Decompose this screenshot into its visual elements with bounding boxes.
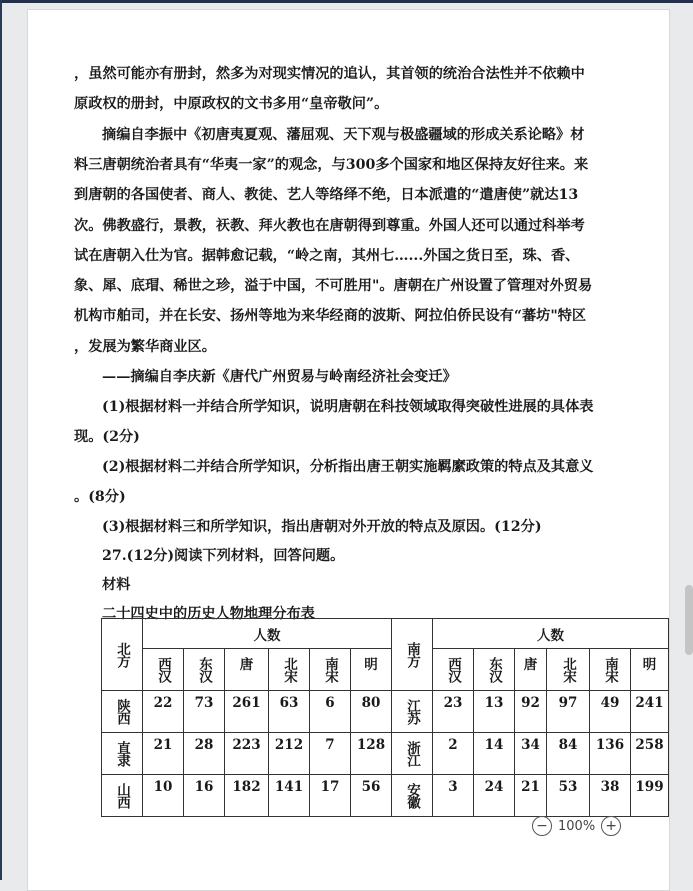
- value-cell: 182: [225, 775, 269, 817]
- question-2: (2)根据材料二并结合所学知识，分析指出唐王朝实施羁縻政策的特点及其意义: [102, 459, 594, 475]
- distribution-table: [101, 618, 669, 817]
- question-27: 27.(12分)阅读下列材料，回答问题。: [102, 548, 345, 564]
- south-header-cell: 南方: [392, 619, 433, 691]
- left-edge: [0, 0, 2, 880]
- question-1: (1)根据材料一并结合所学知识，说明唐朝在科技领域取得突破性进展的具体表: [102, 399, 594, 415]
- value-cell: 49: [590, 691, 631, 733]
- value-cell: 84: [547, 733, 590, 775]
- value-cell: 63: [269, 691, 310, 733]
- period-header: 北宋: [547, 649, 590, 691]
- value-cell: 241: [631, 691, 669, 733]
- value-cell: 212: [269, 733, 310, 775]
- text-line: 到唐朝的各国使者、商人、教徒、艺人等络绎不绝，日本派遣的“遣唐使”就达13: [74, 187, 579, 203]
- text-line: 试在唐朝入仕为官。据韩愈记载，“岭之南，其州七…...外国之货日至，珠、香、: [74, 248, 580, 264]
- value-cell: 128: [351, 733, 392, 775]
- value-cell: 141: [269, 775, 310, 817]
- value-cell: 17: [310, 775, 351, 817]
- period-header: 明: [351, 649, 392, 691]
- question-3: (3)根据材料三和所学知识，指出唐朝对外开放的特点及原因。(12分): [102, 519, 542, 535]
- region-cell: 江苏: [392, 691, 433, 733]
- value-cell: 14: [474, 733, 515, 775]
- period-header: 唐: [515, 649, 547, 691]
- scrollbar-thumb[interactable]: [685, 585, 693, 655]
- zoom-in-button[interactable]: [601, 816, 621, 836]
- value-cell: 7: [310, 733, 351, 775]
- value-cell: 34: [515, 733, 547, 775]
- value-cell: 22: [143, 691, 184, 733]
- zoom-level: 100%: [558, 818, 596, 834]
- question-1-points: 现。(2分): [74, 429, 140, 445]
- period-header: 南宋: [590, 649, 631, 691]
- value-cell: 6: [310, 691, 351, 733]
- zoom-out-button[interactable]: [532, 816, 552, 836]
- period-header: 北宋: [269, 649, 310, 691]
- text-line: 料三唐朝统治者具有“华夷一家”的观念，与300多个国家和地区保持友好往来。来: [74, 157, 589, 173]
- value-cell: 2: [433, 733, 474, 775]
- table-row: [102, 691, 669, 733]
- value-cell: 97: [547, 691, 590, 733]
- value-cell: 28: [184, 733, 225, 775]
- value-cell: 23: [433, 691, 474, 733]
- period-header: 东汉: [474, 649, 515, 691]
- value-cell: 38: [590, 775, 631, 817]
- value-cell: 73: [184, 691, 225, 733]
- text-line: 次。佛教盛行，景教，祆教、拜火教也在唐朝得到尊重。外国人还可以通过科举考: [74, 218, 585, 234]
- value-cell: 92: [515, 691, 547, 733]
- period-header: 唐: [225, 649, 269, 691]
- value-cell: 80: [351, 691, 392, 733]
- south-count-header: 人数: [433, 619, 669, 649]
- text-line: 机构市舶司，并在长安、扬州等地为来华经商的波斯、阿拉伯侨民设有“蕃坊"特区: [74, 308, 587, 324]
- text-line: 摘编自李振中《初唐夷夏观、藩屈观、天下观与极盛疆域的形成关系论略》材: [102, 127, 585, 143]
- table-row: [102, 733, 669, 775]
- north-header-cell: 北方: [102, 619, 143, 691]
- plus-icon: +: [605, 818, 618, 834]
- period-header: 西汉: [433, 649, 474, 691]
- text-line: ，发展为繁华商业区。: [74, 339, 216, 355]
- zoom-control: [532, 815, 621, 837]
- region-cell: 安徽: [392, 775, 433, 817]
- north-count-header: 人数: [143, 619, 392, 649]
- value-cell: 21: [143, 733, 184, 775]
- text-line: ，虽然可能亦有册封，然多为对现实情况的追认，其首领的统治合法性并不依赖中: [74, 66, 585, 82]
- value-cell: 258: [631, 733, 669, 775]
- region-cell: 山西: [102, 775, 143, 817]
- value-cell: 56: [351, 775, 392, 817]
- source-citation: ——摘编自李庆新《唐代广州贸易与岭南经济社会变迁》: [102, 369, 457, 385]
- period-header: 东汉: [184, 649, 225, 691]
- minus-icon: −: [536, 818, 548, 834]
- region-cell: 陕西: [102, 691, 143, 733]
- value-cell: 24: [474, 775, 515, 817]
- period-header: 西汉: [143, 649, 184, 691]
- value-cell: 16: [184, 775, 225, 817]
- value-cell: 223: [225, 733, 269, 775]
- value-cell: 3: [433, 775, 474, 817]
- value-cell: 53: [547, 775, 590, 817]
- value-cell: 21: [515, 775, 547, 817]
- material-label: 材料: [102, 577, 131, 593]
- text-line: 象、犀、底瑁、稀世之珍，溢于中国，不可胜用"。唐朝在广州设置了管理对外贸易: [74, 278, 593, 294]
- value-cell: 13: [474, 691, 515, 733]
- region-cell: 直隶: [102, 733, 143, 775]
- top-edge: [0, 0, 693, 3]
- table-row: [102, 775, 669, 817]
- text-line: 原政权的册封，中原政权的文书多用“皇帝敬问”。: [74, 96, 389, 112]
- value-cell: 136: [590, 733, 631, 775]
- region-cell: 浙江: [392, 733, 433, 775]
- value-cell: 261: [225, 691, 269, 733]
- question-2-points: 。(8分): [74, 489, 126, 505]
- value-cell: 10: [143, 775, 184, 817]
- table-title: 二十四史中的历史人物地理分布表: [102, 606, 315, 622]
- period-header: 南宋: [310, 649, 351, 691]
- period-header: 明: [631, 649, 669, 691]
- value-cell: 199: [631, 775, 669, 817]
